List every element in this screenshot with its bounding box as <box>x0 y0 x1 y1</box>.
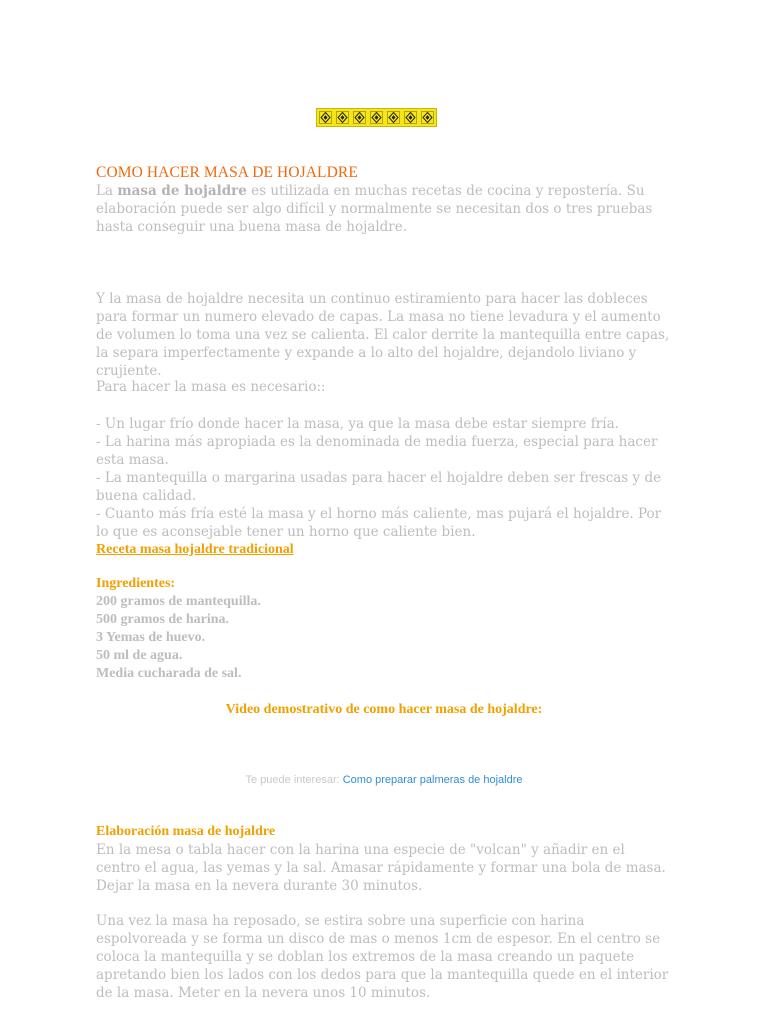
list-item: - La mantequilla o margarina usadas para hacer el hojaldre deben ser frescas y de buena calidad. <box>96 470 662 504</box>
ingredients-title: Ingredientes: <box>96 576 176 591</box>
page-title: COMO HACER MASA DE HOJALDRE <box>96 164 358 181</box>
diamond-icon <box>334 110 351 125</box>
diamond-icon <box>351 110 368 125</box>
diamond-icon <box>385 110 402 125</box>
diamond-icon <box>419 110 436 125</box>
diamond-icon <box>317 110 334 125</box>
description-paragraph: Y la masa de hojaldre necesita un continuo estiramiento para hacer las dobleces para formar un numero elevado de capas. La masa no tiene levadura y el aumento de volumen lo toma una vez se calienta. El calor derrite la mantequilla entre capas, la separa imperfectamente y expande a lo alto del hojaldre, dejandolo liviano y crujiente. <box>96 291 670 379</box>
list-item: - Un lugar frío donde hacer la masa, ya que la masa debe estar siempre fría. <box>96 416 619 432</box>
related-link[interactable]: Como preparar palmeras de hojaldre <box>342 774 523 786</box>
recipe-section-heading <box>96 540 672 559</box>
intro-prefix: La <box>96 183 118 199</box>
ingredient-item: 3 Yemas de huevo. <box>96 630 206 645</box>
intro-rest: es utilizada en muchas recetas de cocina y repostería. Su elaboración puede ser algo difícil y normalmente se necesitan dos o tres pruebas hasta conseguir una buena masa de hojaldre. <box>96 183 653 235</box>
related-line <box>96 771 672 789</box>
ingredient-item: 50 ml de agua. <box>96 648 183 663</box>
elaboration-title: Elaboración masa de hojaldre <box>96 824 276 839</box>
ingredient-item: 200 gramos de mantequilla. <box>96 594 261 609</box>
decorative-icon-strip <box>316 108 437 127</box>
diamond-icon <box>368 110 385 125</box>
recipe-link[interactable]: Receta masa hojaldre tradicional <box>96 542 294 557</box>
needs-intro: Para hacer la masa es necesario:: <box>96 379 326 395</box>
related-label: Te puede interesar: <box>245 774 343 786</box>
list-item: - Cuanto más fría esté la masa y el horno más caliente, mas pujará el hojaldre. Por lo que es aconsejable tener un horno que caliente bien. <box>96 506 662 540</box>
intro-bold: masa de hojaldre <box>117 183 247 199</box>
diamond-icon <box>402 110 419 125</box>
elaboration-paragraph-2: Una vez la masa ha reposado, se estira sobre una superficie con harina espolvoreada y se forma un disco de mas o menos 1cm de espesor. En el centro se coloca la mantequilla y se doblan los extremos de la masa creando un paquete apretando bien los lados con los dedos para que la mantequilla quede en el interior de la masa. Meter en la nevera unos 10 minutos. <box>96 913 669 1001</box>
needs-list <box>96 415 672 541</box>
elaboration-paragraph-1: En la mesa o tabla hacer con la harina una especie de "volcan" y añadir en el centro el agua, las yemas y la sal. Amasar rápidamente y formar una bola de masa. Dejar la masa en la nevera durante 30 minutos. <box>96 842 666 894</box>
ingredients-section <box>96 575 672 683</box>
video-title: Video demostrativo de como hacer masa de hojaldre: <box>225 702 543 717</box>
ingredient-item: 500 gramos de harina. <box>96 612 229 627</box>
list-item: - La harina más apropiada es la denominada de media fuerza, especial para hacer esta masa. <box>96 434 658 468</box>
ingredient-item: Media cucharada de sal. <box>96 666 242 681</box>
intro-paragraph <box>96 182 672 236</box>
